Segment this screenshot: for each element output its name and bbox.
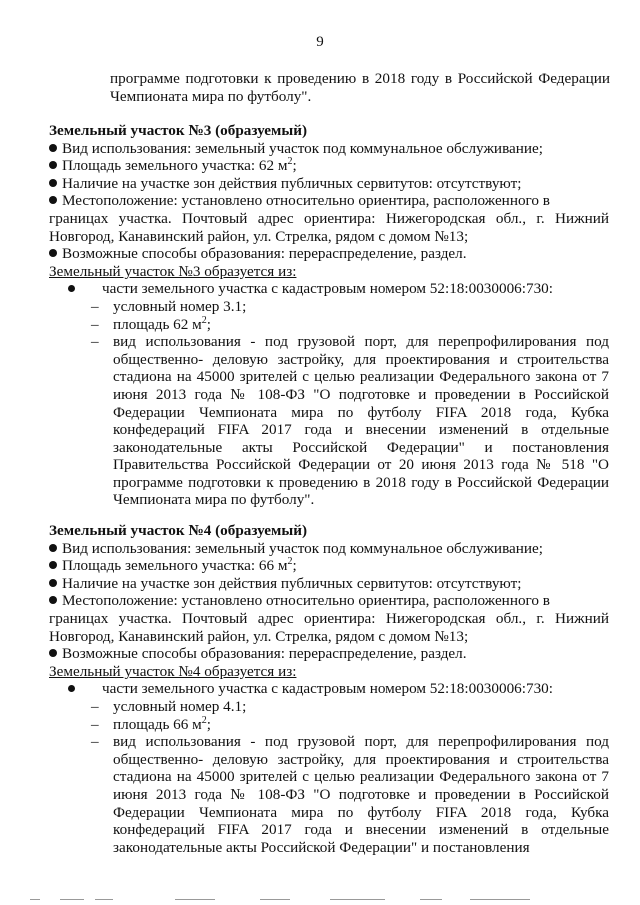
dash-icon: –	[91, 297, 99, 315]
bullet-icon	[49, 161, 57, 169]
plot-4-area: Площадь земельного участка: 66 $м^2$;	[49, 557, 609, 575]
dash-icon: –	[91, 733, 99, 751]
dash-icon: –	[91, 333, 99, 351]
plot-4-heading: Земельный участок №4 (образуемый)	[49, 522, 308, 539]
bullet-icon	[49, 179, 57, 187]
plot-4-part-usage: – вид использования - под грузовой порт, для перепрофилирования под общественно- деловую застройку, для проектирования и строительства стадиона на 45000 зрителей с целью реализации Федерального закона от 7 июня 2013 года № 108-ФЗ "О подготовке и проведении в Российской Федерации Чемпионата мира по футболу FIFA 2018 года, Кубка конфедераций FIFA 2017 года и внесении изменений в отдельные законодательные акты Российской Федерации" и постановления	[91, 733, 609, 856]
bullet-icon	[49, 579, 57, 587]
plot-3-formed-from: Земельный участок №3 образуется из:	[49, 262, 297, 280]
plot-4-conditional-number: – условный номер 4.1;	[91, 697, 247, 715]
bullet-icon	[49, 249, 57, 257]
plot-4-location: Местоположение: установлено относительно ориентира, расположенного в	[49, 592, 609, 610]
dash-icon: –	[91, 697, 99, 715]
bullet-icon	[49, 596, 57, 604]
plot-3-formation: Возможные способы образования: перераспределение, раздел.	[49, 245, 609, 263]
bullet-icon	[68, 685, 75, 692]
plot-3-location-address: границах участка. Почтовый адрес ориентира: Нижегородская обл., г. Нижний Новгород, Канавинский район, ул. Стрелка, рядом с домом №13;	[49, 209, 609, 245]
plot-3-usage: Вид использования: земельный участок под коммунальное обслуживание;	[49, 140, 609, 158]
plot-4-part-area: – площадь 66 $м^2$;	[91, 714, 212, 733]
plot-4-parent-parcel: части земельного участка с кадастровым номером 52:18:0030006:730:	[49, 680, 609, 698]
page-number: 9	[316, 34, 324, 50]
continuation-text: программе подготовки к проведению в 2018 году в Российской Федерации Чемпионата мира по футболу".	[110, 70, 610, 105]
bullet-icon	[49, 196, 57, 204]
bullet-icon	[68, 285, 75, 292]
dash-icon: –	[91, 315, 99, 333]
plot-4-location-address: границах участка. Почтовый адрес ориентира: Нижегородская обл., г. Нижний Новгород, Канавинский район, ул. Стрелка, рядом с домом №13;	[49, 609, 609, 645]
plot-3-section	[49, 122, 609, 509]
plot-4-section	[49, 522, 609, 856]
plot-3-part-area: – площадь 62 $м^2$;	[91, 314, 212, 333]
scan-artifact-marks	[0, 898, 640, 902]
plot-4-formation: Возможные способы образования: перераспределение, раздел.	[49, 645, 609, 663]
plot-3-servitude: Наличие на участке зон действия публичных сервитутов: отсутствуют;	[49, 175, 609, 193]
plot-3-heading: Земельный участок №3 (образуемый)	[49, 122, 308, 139]
plot-4-formed-from: Земельный участок №4 образуется из:	[49, 662, 297, 680]
bullet-icon	[49, 144, 57, 152]
plot-4-servitude: Наличие на участке зон действия публичных сервитутов: отсутствуют;	[49, 575, 609, 593]
plot-3-conditional-number: – условный номер 3.1;	[91, 297, 247, 315]
dash-icon: –	[91, 715, 99, 733]
plot-4-usage: Вид использования: земельный участок под коммунальное обслуживание;	[49, 540, 609, 558]
plot-3-area: Площадь земельного участка: 62 $м^2$;	[49, 157, 609, 175]
plot-3-part-usage: – вид использования - под грузовой порт, для перепрофилирования под общественно- деловую застройку, для проектирования и строительства стадиона на 45000 зрителей с целью реализации Федерального закона от 7 июня 2013 года № 108-ФЗ "О подготовке и проведении в Российской Федерации Чемпионата мира по футболу FIFA 2018 года, Кубка конфедераций FIFA 2017 года и внесении изменений в отдельные законодательные акты Российской Федерации" и постановления Правительства Российской Федерации от 20 июня 2013 года № 518 "О программе подготовки к проведению в 2018 году в Российской Федерации Чемпионата мира по футболу".	[91, 333, 609, 509]
bullet-icon	[49, 649, 57, 657]
plot-3-location: Местоположение: установлено относительно ориентира, расположенного в	[49, 192, 609, 210]
bullet-icon	[49, 544, 57, 552]
plot-3-parent-parcel: части земельного участка с кадастровым номером 52:18:0030006:730:	[49, 280, 609, 298]
bullet-icon	[49, 561, 57, 569]
